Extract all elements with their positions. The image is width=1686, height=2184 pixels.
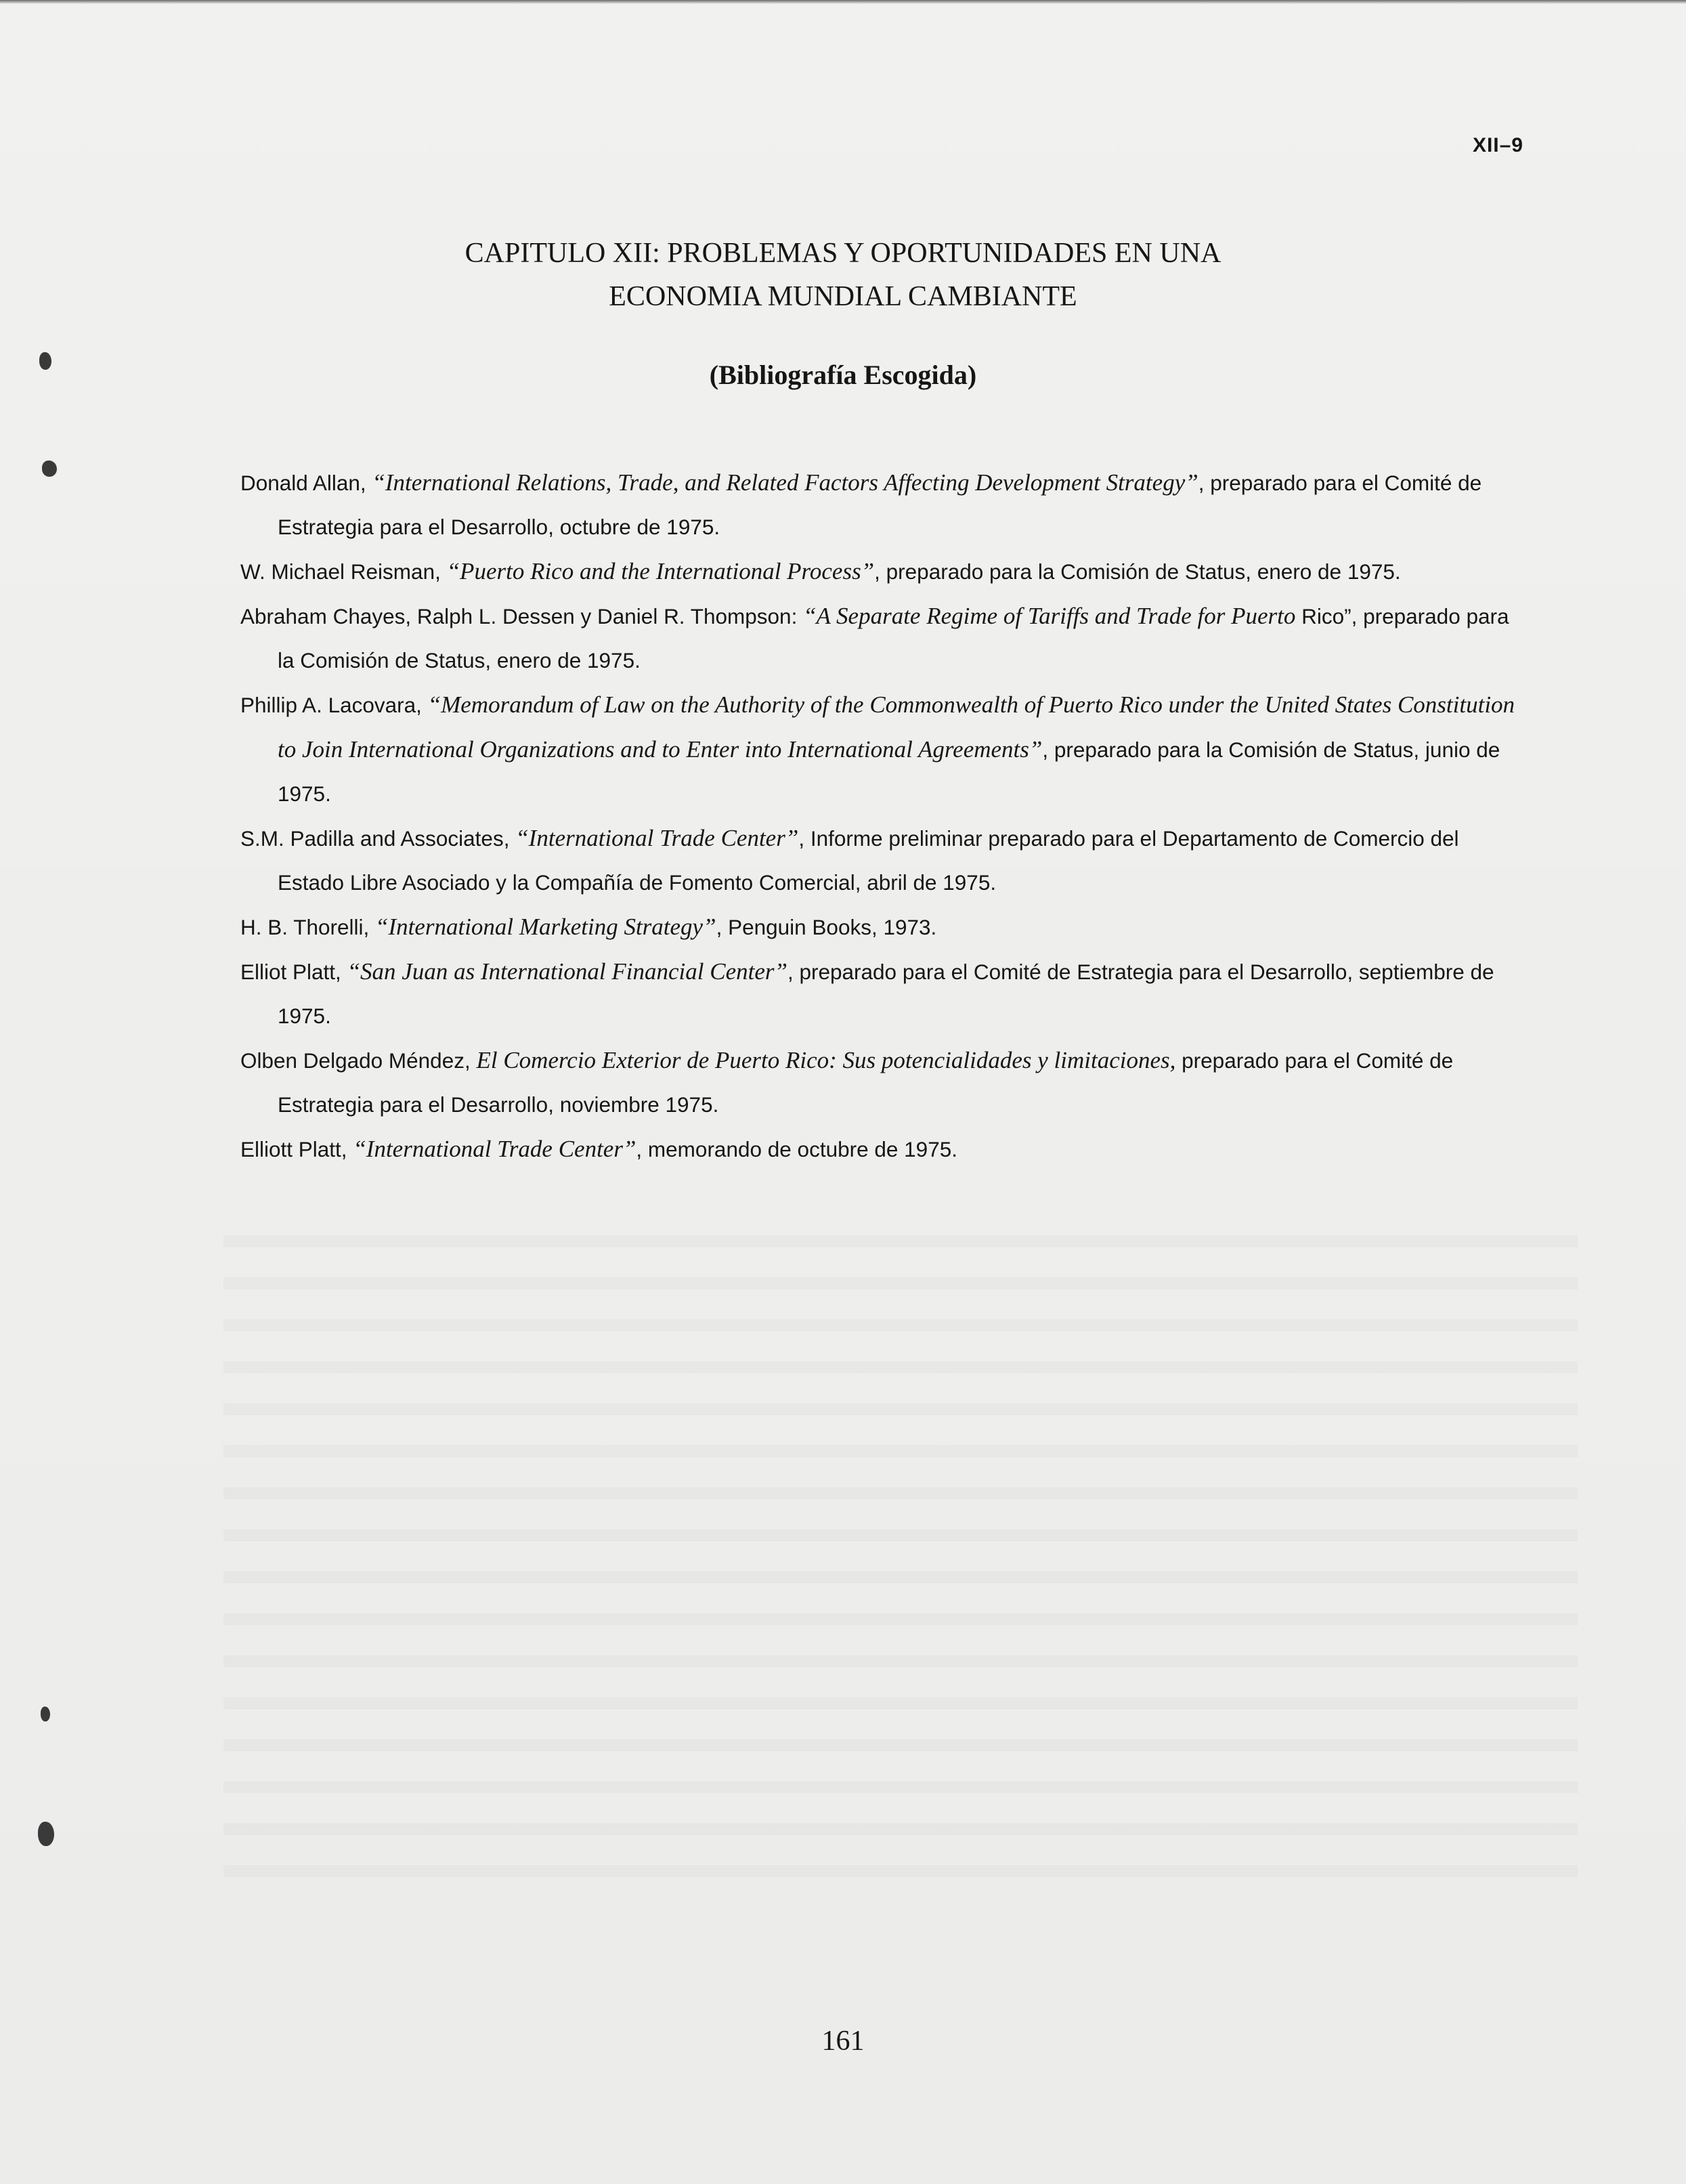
entry-title: “International Trade Center” [353, 1136, 636, 1162]
entry-title: “San Juan as International Financial Center” [347, 958, 787, 985]
bibliography-entry [240, 549, 1527, 594]
bibliography-entry [240, 683, 1527, 816]
bibliography-entry [240, 461, 1527, 549]
chapter-title-line1: CAPITULO XII: PROBLEMAS Y OPORTUNIDADES EN UNA [464, 238, 1222, 269]
bibliography-list [240, 461, 1527, 1172]
chapter-title-line2: ECONOMIA MUNDIAL CAMBIANTE [609, 281, 1077, 312]
entry-author: Phillip A. Lacovara, [240, 693, 428, 717]
chapter-subtitle: (Bibliografía Escogida) [709, 360, 977, 390]
page-number: 161 [821, 2026, 865, 2057]
entry-details: , memorando de octubre de 1975. [636, 1137, 957, 1161]
entry-details: , preparado para el Comité de Estrategia para el Desarrollo, septiembre de 1975. [278, 960, 1494, 1028]
binder-hole-mark [38, 1822, 54, 1846]
entry-title: “International Trade Center” [515, 825, 799, 851]
entry-title: “Memorandum of Law on the Authority of the Commonwealth of Puerto Rico under the United States Constitution to Join International Organizations and to Enter into International Agreements” [278, 691, 1515, 763]
entry-author: Abraham Chayes, Ralph L. Dessen y Daniel R. Thompson: [240, 604, 804, 628]
entry-details: preparado para el Comité de Estrategia para el Desarrollo, noviembre 1975. [278, 1048, 1454, 1117]
entry-details: , preparado para la Comisión de Status, enero de 1975. [874, 559, 1401, 584]
page-top-edge [0, 0, 1686, 4]
entry-author: H. B. Thorelli, [240, 915, 375, 939]
bibliography-entry [240, 1127, 1527, 1172]
chapter-title [0, 232, 1686, 318]
bibliography-entry [240, 905, 1527, 949]
bibliography-entry [240, 816, 1527, 905]
bibliography-entry [240, 949, 1527, 1038]
page-code: XII–9 [1472, 134, 1523, 156]
entry-author: W. Michael Reisman, [240, 559, 447, 584]
entry-title: “Puerto Rico and the International Process” [446, 558, 875, 584]
entry-details: , preparado para la Comisión de Status, junio de 1975. [278, 737, 1500, 806]
bibliography-entry [240, 594, 1527, 683]
entry-author: Olben Delgado Méndez, [240, 1048, 477, 1073]
entry-author: S.M. Padilla and Associates, [240, 826, 516, 851]
entry-details: Rico”, preparado para la Comisión de Status, enero de 1975. [278, 604, 1509, 672]
bleed-through-text [223, 1205, 1578, 1883]
entry-title: El Comercio Exterior de Puerto Rico: Sus potencialidades y limitaciones, [476, 1047, 1176, 1073]
entry-details: , Penguin Books, 1973. [716, 915, 937, 939]
binder-hole-mark [41, 1707, 50, 1721]
entry-details: , preparado para el Comité de Estrategia para el Desarrollo, octubre de 1975. [278, 471, 1482, 539]
entry-author: Donald Allan, [240, 471, 372, 495]
binder-hole-mark [42, 461, 57, 477]
bibliography-entry [240, 1038, 1527, 1127]
entry-title: “International Relations, Trade, and Related Factors Affecting Development Strategy” [372, 469, 1198, 496]
entry-author: Elliott Platt, [240, 1137, 353, 1161]
entry-details: , Informe preliminar preparado para el Departamento de Comercio del Estado Libre Asociado y la Compañía de Fomento Comercial, abril de 1975. [278, 826, 1459, 895]
entry-author: Elliot Platt, [240, 960, 347, 984]
entry-title: “A Separate Regime of Tariffs and Trade for Puerto [803, 603, 1296, 629]
entry-title: “International Marketing Strategy” [374, 914, 716, 940]
